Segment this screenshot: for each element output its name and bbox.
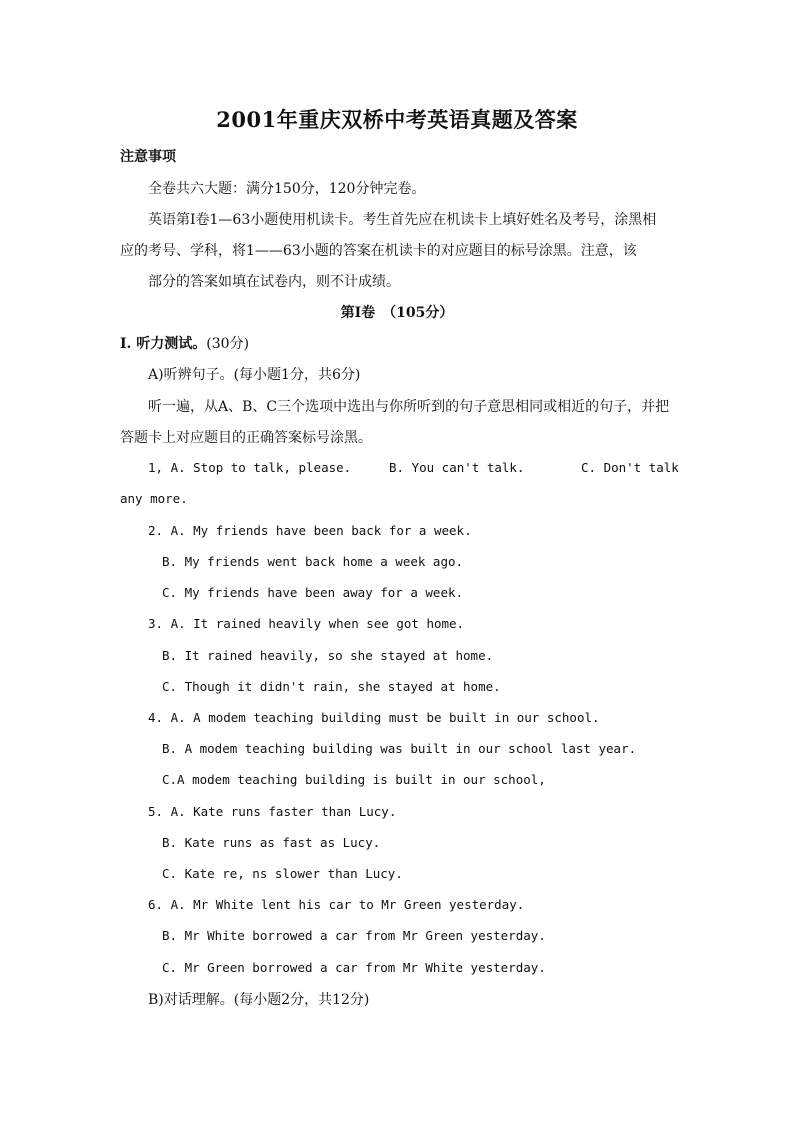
- instructions-line-2: 答题卡上对应题目的正确答案标号涂黑。: [120, 430, 372, 446]
- notice-heading: 注意事项: [120, 149, 176, 165]
- question-1-option-a: 1, A. Stop to talk, please.: [148, 460, 352, 475]
- question-4-option-b: B. A modem teaching building was built in our school last year.: [162, 741, 637, 756]
- section-heading: [120, 333, 249, 353]
- question-3-option-c: C. Though it didn't rain, she stayed at home.: [162, 679, 501, 694]
- question-6-option-b: B. Mr White borrowed a car from Mr Green yesterday.: [162, 928, 546, 943]
- part-b-heading: B)对话理解。(每小题2分，共12分): [148, 992, 370, 1008]
- question-4-option-c: C.A modem teaching building is built in our school,: [162, 772, 546, 787]
- question-5-option-b: B. Kate runs as fast as Lucy.: [162, 835, 381, 850]
- part-a-heading: A)听辨句子。(每小题1分，共6分): [148, 367, 361, 383]
- notice-paragraph-2-line-1: 英语第Ⅰ卷1—63小题使用机读卡。考生首先应在机读卡上填好姓名及考号，涂黑相: [148, 212, 657, 228]
- question-1-option-c-continued: any more.: [120, 491, 188, 506]
- question-2-option-c: C. My friends have been away for a week.: [162, 585, 464, 600]
- question-3-option-a: 3. A. It rained heavily when see got home.: [148, 616, 465, 631]
- question-1-option-b: B. You can't talk.: [389, 460, 525, 475]
- volume-heading: 第Ⅰ卷 （105分）: [340, 305, 454, 321]
- question-3-option-b: B. It rained heavily, so she stayed at home.: [162, 648, 494, 663]
- question-4-option-a: 4. A. A modem teaching building must be built in our school.: [148, 710, 600, 725]
- section-score: (30分): [206, 336, 250, 352]
- question-6-option-c: C. Mr Green borrowed a car from Mr White yesterday.: [162, 960, 546, 975]
- notice-paragraph-2-line-2: 应的考号、学科，将1——63小题的答案在机读卡的对应题目的标号涂黑。注意，该: [120, 243, 637, 259]
- instructions-line-1: 听一遍，从A、B、C三个选项中选出与你所听到的句子意思相同或相近的句子，并把: [148, 399, 670, 415]
- question-5-option-c: C. Kate re, ns slower than Lucy.: [162, 866, 403, 881]
- document-title: 2001年重庆双桥中考英语真题及答案: [216, 107, 578, 132]
- notice-paragraph-2-line-3: 部分的答案如填在试卷内，则不计成绩。: [148, 274, 400, 290]
- question-2-option-a: 2. A. My friends have been back for a week.: [148, 523, 472, 538]
- section-label: I. 听力测试。: [120, 336, 207, 352]
- question-1-option-c: C. Don't talk: [581, 460, 679, 475]
- question-5-option-a: 5. A. Kate runs faster than Lucy.: [148, 804, 397, 819]
- question-6-option-a: 6. A. Mr White lent his car to Mr Green yesterday.: [148, 897, 525, 912]
- notice-paragraph-1: 全卷共六大题：满分150分，120分钟完卷。: [148, 181, 426, 197]
- question-2-option-b: B. My friends went back home a week ago.: [162, 554, 464, 569]
